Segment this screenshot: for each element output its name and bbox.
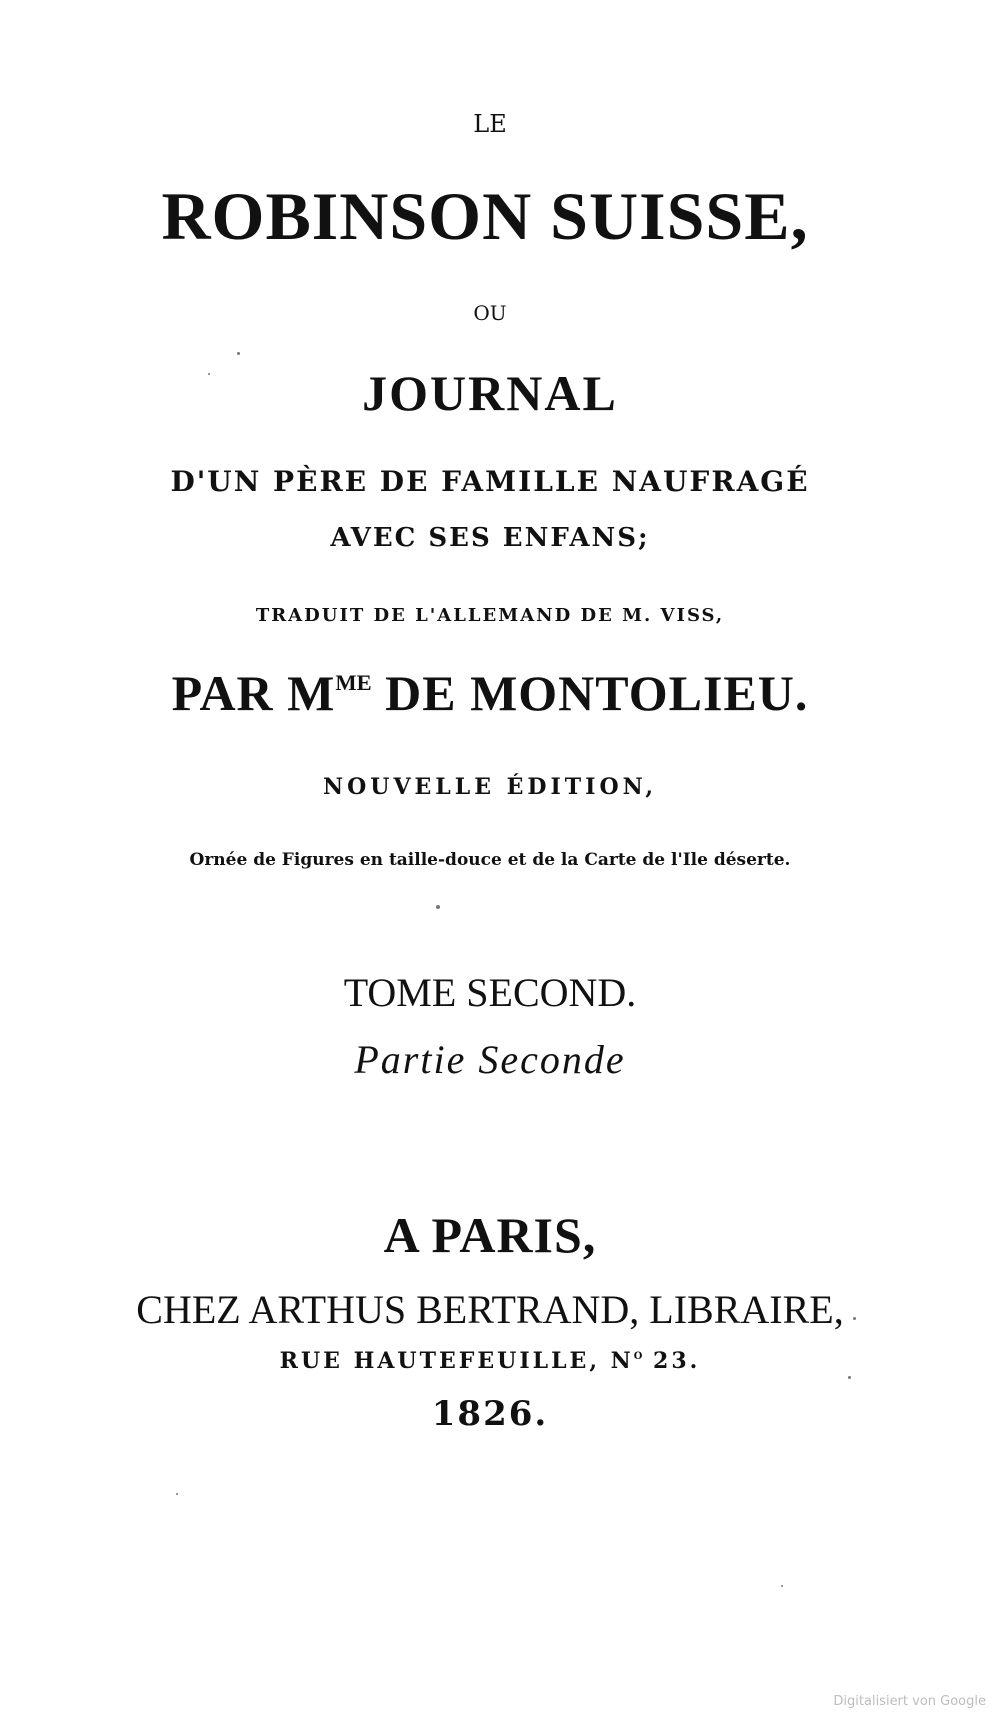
handwritten-note: Partie Seconde [354,1037,626,1082]
paper-speck [208,373,210,375]
subtitle-main: JOURNAL [362,365,618,421]
ornaments-line: Ornée de Figures en taille-douce et de la Carte de l'Ile déserte. [189,850,791,870]
paper-speck [853,1317,856,1320]
address-prefix: RUE HAUTEFEUILLE, N [279,1348,634,1374]
subtitle-line-2: AVEC SES ENFANS; [330,523,650,553]
paper-speck [781,1585,783,1587]
translator-name: DE MONTOLIEU. [385,665,809,721]
imprint-address [0,1350,990,1372]
imprint-publisher: CHEZ ARTHUS BERTRAND, LIBRAIRE, [136,1287,844,1332]
translator-prefix: PAR M [171,665,336,721]
imprint-year: 1826. [431,1394,549,1434]
digitization-watermark: Digitalisiert von Google [833,1694,986,1709]
translation-note: TRADUIT DE L'ALLEMAND DE M. VISS, [255,605,725,626]
volume-line: TOME SECOND. [343,970,637,1015]
book-title: ROBINSON SUISSE, [161,178,809,254]
title-conjunction: OU [473,301,507,325]
paper-speck [848,1376,851,1379]
address-superscript: O [633,1351,643,1363]
paper-speck [436,905,440,909]
title-article: LE [473,110,507,138]
translator-superscript: ME [335,669,372,695]
edition-line: NOUVELLE ÉDITION, [323,774,657,800]
address-number: 23. [653,1348,701,1374]
paper-speck [176,1493,178,1495]
translator-line [0,665,990,721]
imprint-city: A PARIS, [383,1207,597,1263]
subtitle-line-1: D'UN PÈRE DE FAMILLE NAUFRAGÉ [170,465,810,498]
paper-speck [237,352,240,355]
